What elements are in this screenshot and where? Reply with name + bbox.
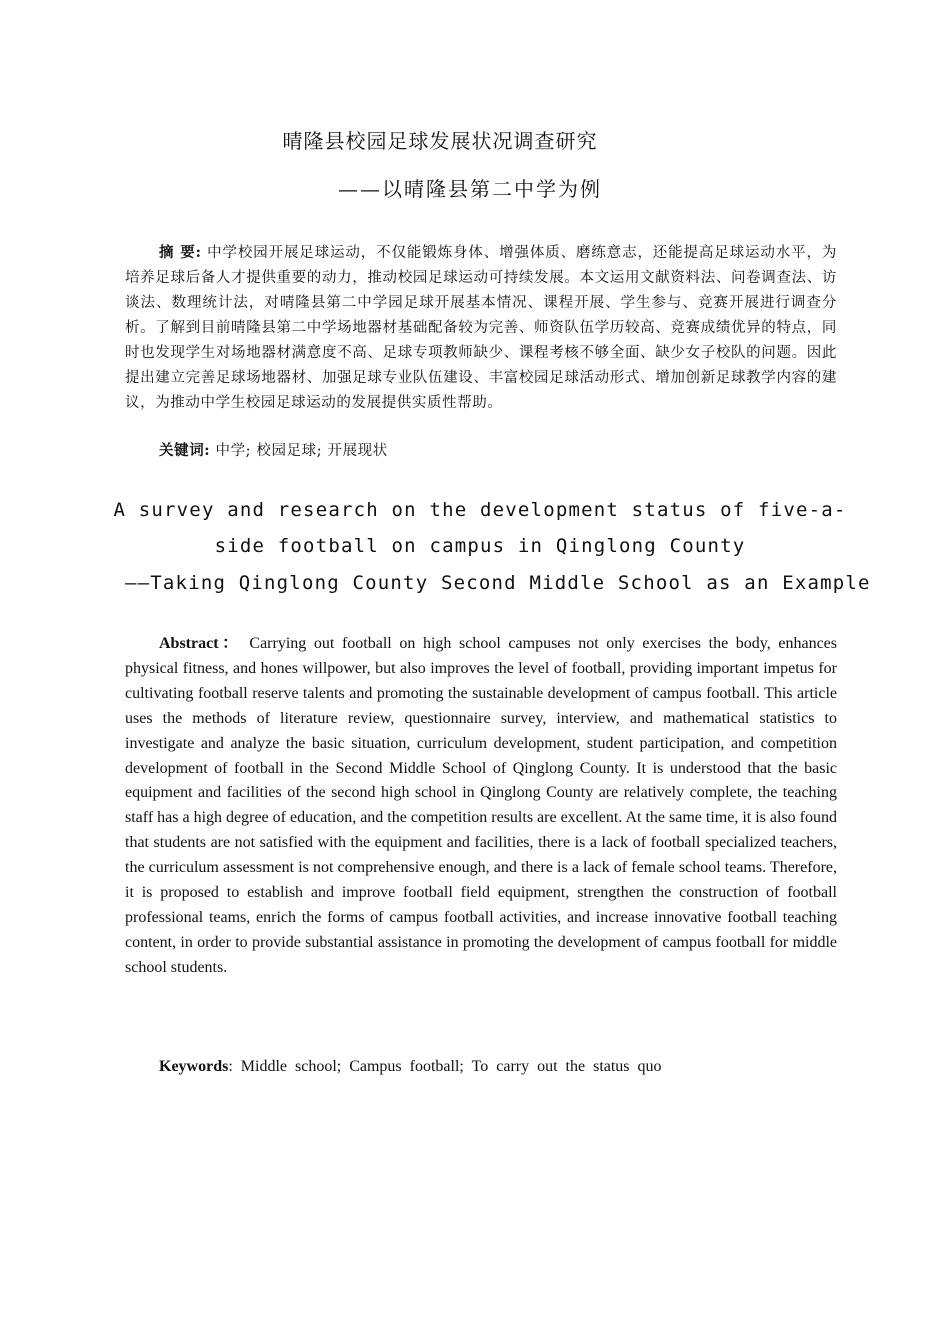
- english-title: A survey and research on the development status of five-a-side football on campus in Qinglong County: [113, 499, 847, 557]
- chinese-abstract-text: 中学校园开展足球运动，不仅能锻炼身体、增强体质、磨练意志，还能提高足球运动水平，为培养足球后备人才提供重要的动力，推动校园足球运动可持续发展。本文运用文献资料法、问卷调查法、访谈法、数理统计法，对晴隆县第二中学园足球开展基本情况、课程开展、学生参与、竞赛开展进行调查分析。了解到目前晴隆县第二中学场地器材基础配备较为完善、师资队伍学历较高、竞赛成绩优异的特点，同时也发现学生对场地器材满意度不高、足球专项教师缺少、课程考核不够全面、缺少女子校队的问题。因此提出建立完善足球场地器材、加强足球专业队伍建设、丰富校园足球活动形式、增加创新足球教学内容的建议，为推动中学生校园足球运动的发展提供实质性帮助。: [125, 245, 837, 411]
- english-keywords-text: : Middle school; Campus football; To carry out the status quo: [228, 1058, 662, 1075]
- english-abstract-label: Abstract：: [159, 635, 242, 652]
- chinese-title: 晴隆县校园足球发展状况调查研究: [282, 129, 598, 153]
- english-keywords: [159, 1055, 662, 1079]
- chinese-keywords-label: 关键词:: [159, 442, 211, 459]
- chinese-abstract: [125, 240, 837, 416]
- chinese-keywords-text: 中学; 校园足球; 开展现状: [215, 443, 388, 459]
- chinese-keywords: [159, 440, 388, 462]
- english-abstract: [125, 632, 837, 981]
- chinese-subtitle: ——以晴隆县第二中学为例: [338, 177, 602, 201]
- english-subtitle: ——Taking Qinglong County Second Middle School as an Example: [125, 572, 871, 594]
- chinese-abstract-label: 摘 要:: [159, 244, 202, 261]
- english-abstract-text: Carrying out football on high school campuses not only exercises the body, enhances physical fitness, and hones willpower, but also improves the level of football, providing important impetus for cultivating football reserve talents and promoting the sustainable development of campus football. This article uses the methods of literature review, questionnaire survey, interview, and mathematical statistics to investigate and analyze the basic situation, curriculum development, student participation, and competition development of football in the Second Middle School of Qinglong County. It is understood that the basic equipment and facilities of the second high school in Qinglong County are relatively complete, the teaching staff has a high degree of education, and the competition results are excellent. At the same time, it is also found that students are not satisfied with the equipment and facilities, there is a lack of football specialized teachers, the curriculum assessment is not comprehensive enough, and there is a lack of female school teams. Therefore, it is proposed to establish and improve football field equipment, strengthen the construction of football professional teams, enrich the forms of campus football activities, and increase innovative football teaching content, in order to provide substantial assistance in promoting the development of campus football for middle school students.: [125, 635, 838, 976]
- english-keywords-label: Keywords: [159, 1058, 229, 1075]
